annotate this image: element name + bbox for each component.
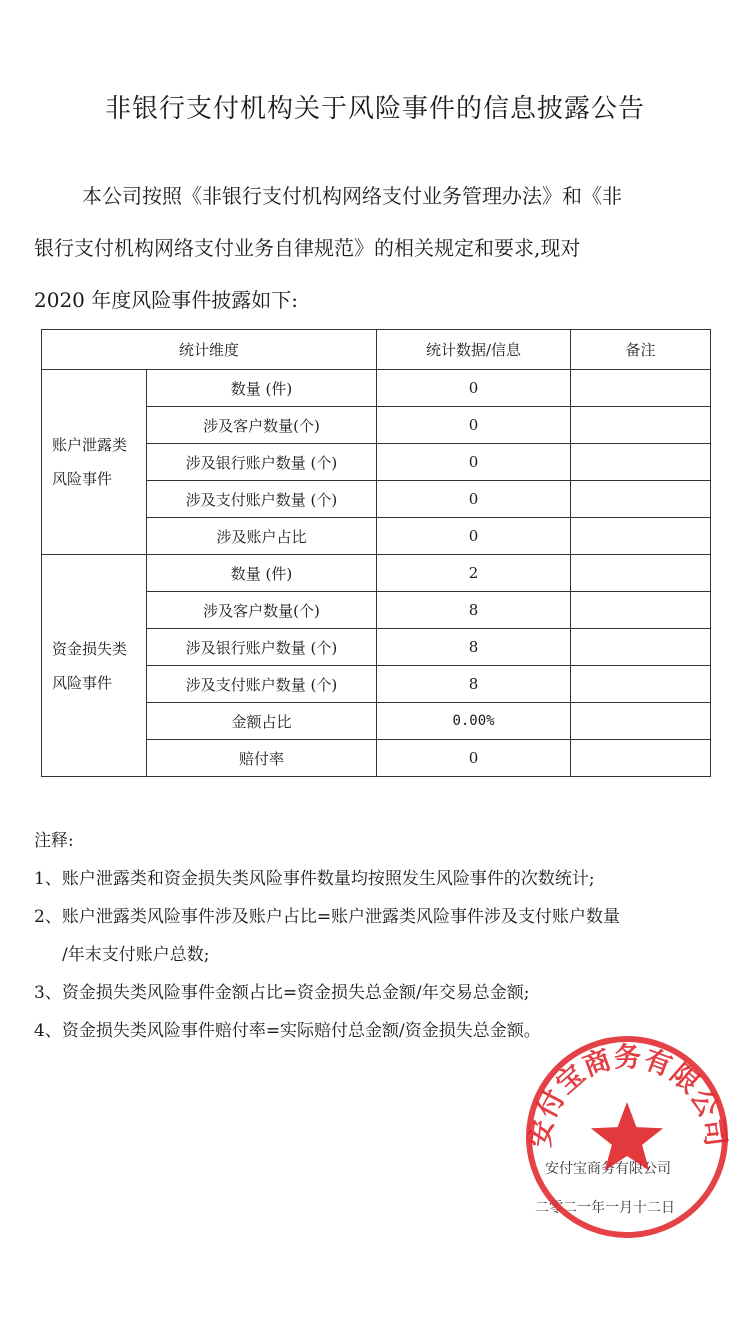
company-seal-icon bbox=[522, 1032, 732, 1242]
metric-cell: 涉及银行账户数量 (个) bbox=[147, 444, 377, 481]
note-cell bbox=[571, 666, 711, 703]
note-cell bbox=[571, 740, 711, 777]
metric-cell: 涉及支付账户数量 (个) bbox=[147, 481, 377, 518]
note-item-4: 4、资金损失类风险事件赔付率=实际赔付总金额/资金损失总金额。 bbox=[34, 1021, 541, 1041]
metric-cell: 涉及客户数量(个) bbox=[147, 592, 377, 629]
table-row bbox=[42, 370, 711, 407]
header-data: 统计数据/信息 bbox=[377, 330, 571, 370]
note-item-2-continued: /年末支付账户总数; bbox=[62, 945, 210, 965]
value-cell: 0 bbox=[377, 407, 571, 444]
intro-line-2: 银行支付机构网络支付业务自律规范》的相关规定和要求,现对 bbox=[34, 236, 581, 260]
intro-line-3: 2020 年度风险事件披露如下: bbox=[34, 288, 298, 312]
value-cell: 2 bbox=[377, 555, 571, 592]
metric-cell: 涉及银行账户数量 (个) bbox=[147, 629, 377, 666]
value-cell: 0 bbox=[377, 444, 571, 481]
header-remarks: 备注 bbox=[571, 330, 711, 370]
signature-company: 安付宝商务有限公司 bbox=[545, 1161, 671, 1177]
table-row bbox=[42, 555, 711, 592]
note-item-1: 1、账户泄露类和资金损失类风险事件数量均按照发生风险事件的次数统计; bbox=[34, 869, 595, 889]
value-cell: 0.00% bbox=[377, 703, 571, 740]
note-cell bbox=[571, 518, 711, 555]
metric-cell: 数量 (件) bbox=[147, 370, 377, 407]
value-cell: 0 bbox=[377, 481, 571, 518]
note-item-2: 2、账户泄露类风险事件涉及账户占比=账户泄露类风险事件涉及支付账户数量 bbox=[34, 907, 621, 927]
note-cell bbox=[571, 407, 711, 444]
risk-statistics-table bbox=[41, 329, 711, 777]
signature-date: 二零二一年一月十二日 bbox=[535, 1200, 675, 1216]
header-dimension: 统计维度 bbox=[42, 330, 377, 370]
note-cell bbox=[571, 592, 711, 629]
note-cell bbox=[571, 629, 711, 666]
value-cell: 0 bbox=[377, 740, 571, 777]
table-header-row bbox=[42, 330, 711, 370]
seal-arc-text: 安付宝商务有限公司 bbox=[525, 1042, 731, 1150]
value-cell: 8 bbox=[377, 666, 571, 703]
note-cell bbox=[571, 703, 711, 740]
group-label-account-leak: 账户泄露类 风险事件 bbox=[42, 370, 147, 555]
metric-cell: 赔付率 bbox=[147, 740, 377, 777]
value-cell: 0 bbox=[377, 518, 571, 555]
metric-cell: 涉及账户占比 bbox=[147, 518, 377, 555]
group-label-fund-loss: 资金损失类 风险事件 bbox=[42, 555, 147, 777]
metric-cell: 金额占比 bbox=[147, 703, 377, 740]
value-cell: 8 bbox=[377, 629, 571, 666]
notes-section bbox=[34, 822, 734, 1050]
value-cell: 8 bbox=[377, 592, 571, 629]
notes-heading: 注释: bbox=[34, 831, 74, 851]
note-cell bbox=[571, 555, 711, 592]
intro-line-1: 本公司按照《非银行支付机构网络支付业务管理办法》和《非 bbox=[82, 184, 622, 208]
metric-cell: 涉及支付账户数量 (个) bbox=[147, 666, 377, 703]
metric-cell: 数量 (件) bbox=[147, 555, 377, 592]
seal-star bbox=[591, 1102, 663, 1171]
metric-cell: 涉及客户数量(个) bbox=[147, 407, 377, 444]
intro-paragraph bbox=[34, 170, 720, 326]
note-item-3: 3、资金损失类风险事件金额占比=资金损失总金额/年交易总金额; bbox=[34, 983, 530, 1003]
note-cell bbox=[571, 370, 711, 407]
value-cell: 0 bbox=[377, 370, 571, 407]
note-cell bbox=[571, 481, 711, 518]
note-cell bbox=[571, 444, 711, 481]
page-title: 非银行支付机构关于风险事件的信息披露公告 bbox=[104, 94, 645, 124]
